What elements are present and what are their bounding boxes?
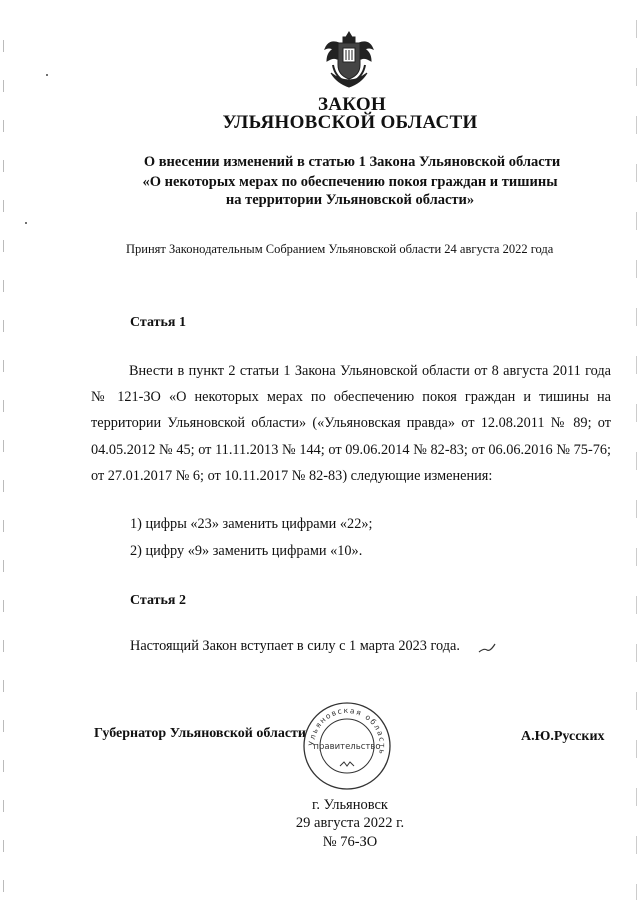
scan-speck <box>46 74 48 76</box>
article-1-paragraph: Внести в пункт 2 статьи 1 Закона Ульяновской области от 8 августа 2011 года № 121-ЗО «О некоторых мерах по обеспечению покоя граждан и тишины на территории Ульяновской области» («Ульяновская правда» от 12.08.2011 № 89; от 04.05.2012 № 45; от 11.11.2013 № 144; от 09.06.2014 № 82-83; от 06.06.2016 № 75-76; от 27.01.2017 № 6; от 10.11.2017 № 82-83) следующие изменения: <box>91 363 611 484</box>
law-number: № 76-ЗО <box>322 834 378 850</box>
adoption-note: Принят Законодательным Собранием Ульяновской области 24 августа 2022 года <box>126 242 554 256</box>
handwritten-mark-icon <box>478 640 496 656</box>
law-title: ЗАКОН <box>317 94 387 115</box>
article-1-heading: Статья 1 <box>130 315 186 330</box>
signing-date: 29 августа 2022 г. <box>295 815 405 831</box>
official-seal-icon <box>300 700 394 792</box>
governor-title: Губернатор Ульяновской области <box>94 726 306 741</box>
scan-speck <box>25 222 27 224</box>
scan-edge-left <box>3 40 4 900</box>
governor-name: А.Ю.Русских <box>521 729 605 744</box>
subtitle-line-1: О внесении изменений в статью 1 Закона Ульяновской области <box>143 154 561 170</box>
seal-center-text: правительство <box>313 742 381 752</box>
signing-city: г. Ульяновск <box>312 797 388 813</box>
subtitle-line-2: «О некоторых мерах по обеспечению покоя граждан и тишины <box>142 174 558 190</box>
amendment-item-1: 1) цифры «23» заменить цифрами «22»; <box>130 516 373 532</box>
article-2-paragraph: Настоящий Закон вступает в силу с 1 марта 2023 года. <box>130 638 460 654</box>
coat-of-arms-icon <box>321 29 377 91</box>
article-2-heading: Статья 2 <box>130 593 186 608</box>
region-title: УЛЬЯНОВСКОЙ ОБЛАСТИ <box>222 112 478 133</box>
scan-edge-right <box>636 20 637 900</box>
amendment-item-2: 2) цифру «9» заменить цифрами «10». <box>130 543 363 559</box>
subtitle-line-3: на территории Ульяновской области» <box>225 192 475 208</box>
seal-ring-text: Ульяновская область <box>306 705 388 757</box>
